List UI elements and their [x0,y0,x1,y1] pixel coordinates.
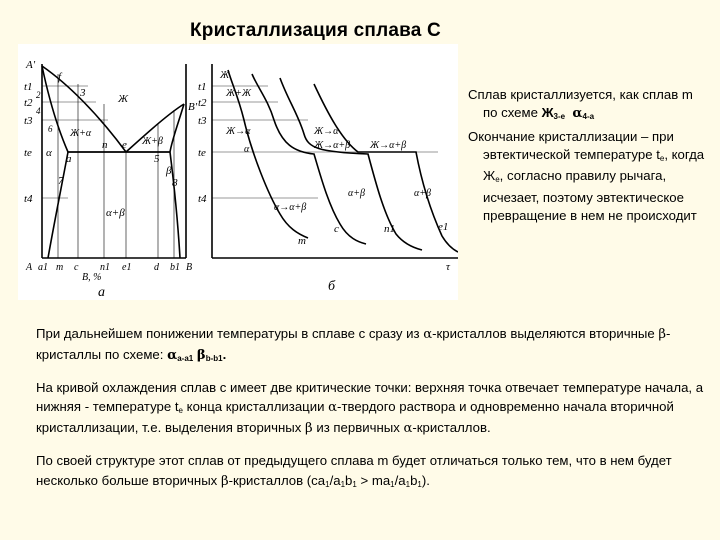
body-p3-sub3: 1 [352,479,357,489]
label-5: 5 [154,153,160,165]
body-p1-scheme-alpha: α [167,347,178,363]
label-7: 7 [58,175,64,187]
body-p1-part3: -кристаллы по схеме: [36,326,671,362]
side-p1-alpha-sub: 4-a [582,111,595,121]
body-p3-part8: ). [421,472,430,488]
phase-liquid-beta: Ж+β [142,136,163,147]
liquidus-left [42,66,126,152]
side-p1-scheme-sub: 3-е [553,111,566,121]
body-p1-scheme-beta: β [196,347,206,363]
body-paragraph-1 [36,324,706,366]
body-p3-sub4: 1 [390,479,395,489]
body-p1-beta: β [658,327,667,342]
body-p1-alpha: α [423,327,433,342]
label-B-prime: B' [188,101,198,113]
temp-t4-b: t4 [198,193,207,205]
side-p2-part2: , когда Ж [483,146,705,184]
body-p2-part1: На кривой охлаждения сплав с имеет две критические точки: верхняя точка отвечает температуре начала, а нижняя - температуре t [36,379,704,415]
body-p3-beta: β [220,473,229,489]
diagram-a-labels [24,59,198,300]
solidus-left [42,66,68,152]
bottom-B: B [186,262,193,273]
side-p2-sub1: e [659,153,665,163]
body-text [36,324,706,504]
phase-b-0: Ж [220,70,230,81]
side-p2-part3: , согласно правилу рычага, исчезает, поэтому эвтектическое превращение в нем не происходит [483,168,697,223]
alloy-verticals [58,74,174,258]
page-title: Кристаллизация сплава С [190,20,441,41]
phase-diagram-figure [18,44,458,300]
diagram-b-labels [198,70,451,294]
side-paragraph-1 [468,86,708,125]
phase-b-8: α+β [348,188,365,199]
solvus-right [170,152,180,258]
bottom-e1: e1 [122,262,132,273]
caption-a: а [98,285,105,300]
label-a: a [66,153,72,165]
body-p3-sub2: 1 [340,479,346,489]
body-p3-sub6: 1 [417,479,422,489]
temp-t2-a: t2 [24,97,33,109]
body-p3-sub5: 1 [405,479,411,489]
phase-b-5: Ж→α+β [370,140,407,151]
phase-alpha-beta: α+β [106,207,125,219]
label-4: 4 [36,106,41,116]
phase-b-7: α→α+β [274,202,307,213]
temp-te-b: te [198,147,206,159]
phase-b-1: Ж+Ж [226,88,252,99]
phase-diagram-svg [18,44,458,300]
temp-t4-a: t4 [24,193,33,205]
cooling-curve-c [252,74,366,244]
temp-te-a: te [24,147,32,159]
bottom-A: A [26,262,33,273]
body-p3-part5: > ma [356,472,391,488]
side-p2-part1: Окончание кристаллизации – при эвтектической температуре t [468,129,674,162]
body-p3-part1: По своей структуре этот сплав от предыдущего сплава m будет отличаться только тем, что в нем будет несколько больше вторичных [36,452,672,488]
side-text [468,86,708,227]
bottom-n1: n1 [100,262,110,273]
caption-b: б [328,279,336,294]
body-p2-part5: -кристаллов. [412,420,491,436]
bottom-a1: a1 [38,262,48,273]
body-p3-part4: b [345,472,353,488]
body-p1-scheme-end: . [222,346,227,362]
label-8: 8 [172,177,178,189]
temp-t3-a: t3 [24,115,33,127]
body-p2-sub: e [178,406,183,416]
label-n: n [102,139,108,151]
axis-label-b: τ [446,261,450,273]
phase-b-9: α+β [414,188,431,199]
body-p2-part3: -твердого раствора и одновременно начала вторичной кристаллизации, т.е. выделения вторичных [36,399,674,436]
diagram-a [42,64,186,258]
temp-t1-b: t1 [198,81,207,93]
body-p1-scheme-beta-sub: b-b1 [205,353,223,363]
temp-t1-a: t1 [24,81,33,93]
body-p1-scheme-alpha-sub: a-a1 [177,353,194,363]
temp-t2-b: t2 [198,97,207,109]
body-p3-part2: -кристаллов (ca [228,472,326,488]
temp-t3-b: t3 [198,115,207,127]
phase-b-3: Ж→α [314,126,339,137]
body-p2-part2: конца кристаллизации [183,399,329,415]
body-p3-part7: b [410,472,418,488]
axis-label-a: B, % [82,272,102,283]
label-3: 3 [80,87,86,99]
curve-label-n1: n1 [384,223,395,235]
body-p1-part1: При дальнейшем понижении температуры в сплаве с сразу из [36,326,424,341]
side-p1-text: Сплав кристаллизуется, как сплав m по схеме [468,87,693,120]
phase-b-2: Ж→α [226,126,251,137]
bottom-d: d [154,262,159,273]
body-p3-part3: /a [329,472,341,488]
body-p2-alpha-2: α [403,421,413,437]
phase-b-4: Ж→α+β [314,140,351,151]
side-p1-alpha: α [572,105,583,121]
phase-b-6: α [244,144,250,155]
cooling-curve-n1 [280,78,422,250]
side-p2-sub2: e [495,175,500,185]
curve-label-e1: e1 [438,221,449,233]
body-p2-beta: β [305,421,313,437]
side-p1-scheme: Ж [541,104,554,120]
body-p3-sub1: 1 [325,479,330,489]
body-p2-alpha-1: α [328,400,338,416]
solidus-right [170,104,184,152]
body-p1-part2: -кристаллов выделяются вторичные [432,326,659,341]
body-p3-part6: /a [394,472,406,488]
phase-liquid-alpha: Ж+α [70,128,92,139]
temp-guides-a [42,86,108,198]
bottom-c: c [74,262,79,273]
label-f: f [58,71,62,83]
label-2: 2 [36,90,41,100]
label-e: e [122,139,127,151]
body-paragraph-2 [36,378,706,439]
label-A-prime: A' [26,59,36,71]
phase-liquid: Ж [118,93,129,105]
body-p2-part4: из первичных [312,420,404,436]
phase-beta: β [166,165,172,177]
bottom-m: m [56,262,64,273]
side-paragraph-2 [468,128,708,224]
bottom-b1: b1 [170,262,180,273]
body-paragraph-3 [36,451,706,492]
curve-label-c: c [334,223,339,235]
curve-label-m: m [298,235,306,247]
label-6: 6 [48,124,53,134]
phase-alpha: α [46,147,52,159]
